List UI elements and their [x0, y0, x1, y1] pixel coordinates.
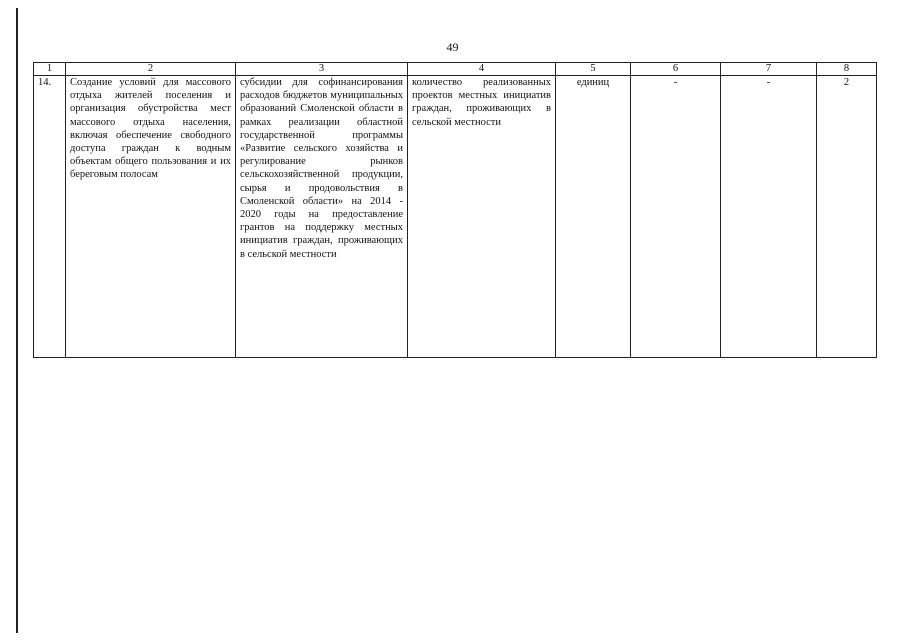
header-cell-8: 8: [817, 63, 877, 76]
header-cell-6: 6: [631, 63, 721, 76]
unit-cell: единиц: [556, 76, 631, 358]
header-cell-3: 3: [236, 63, 408, 76]
left-margin-bar: [16, 8, 18, 633]
funding-source-cell: субсидии для софинансирования расходов бюджетов муниципальных образований Смоленской области в рамках реализации областной государственной программы «Развитие сельского хозяйства и регулирование рынков сельскохозяйственной продукции, сырья и продовольствия в Смоленской области» на 2014 - 2020 годы на предоставление грантов на поддержку местных инициатив граждан, проживающих в сельской местности: [236, 76, 408, 358]
header-cell-1: 1: [34, 63, 66, 76]
value-cell-7: -: [721, 76, 817, 358]
page-number: 49: [446, 40, 459, 54]
table-row: [34, 76, 877, 358]
document-table: [33, 62, 877, 358]
header-cell-2: 2: [66, 63, 236, 76]
table-header-row: [34, 63, 877, 76]
value-cell-8: 2: [817, 76, 877, 358]
row-number: 14.: [34, 76, 66, 358]
indicator-cell: количество реализованных проектов местных инициатив граждан, проживающих в сельской местности: [408, 76, 556, 358]
header-cell-4: 4: [408, 63, 556, 76]
value-cell-6: -: [631, 76, 721, 358]
activity-cell: Создание условий для массового отдыха жителей поселения и организация обустройства мест массового отдыха населения, включая обеспечение свободного доступа граждан к водным объектам общего пользования и их береговым полосам: [66, 76, 236, 358]
header-cell-7: 7: [721, 63, 817, 76]
header-cell-5: 5: [556, 63, 631, 76]
